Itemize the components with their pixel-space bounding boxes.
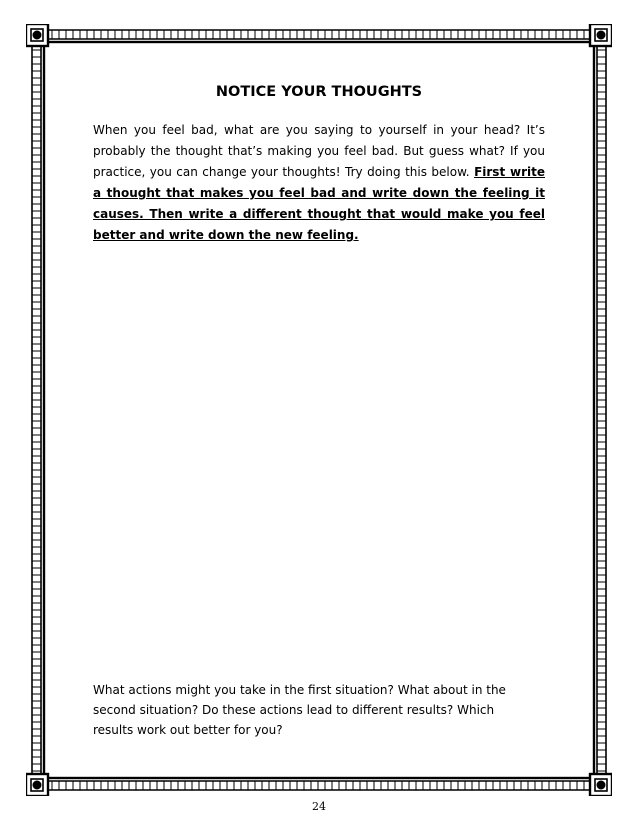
corner-ornament-icon bbox=[590, 774, 612, 796]
corner-ornament-icon bbox=[26, 24, 48, 46]
instruction-text: First write a thought that makes you feel bad and write down the feeling it causes. Then write a different thought that would make you feel better and write down the new feeling. bbox=[93, 165, 545, 242]
intro-paragraph bbox=[93, 120, 545, 246]
closing-paragraph: What actions might you take in the first situation? What about in the second situation? Do these actions lead to different results? Which results work out better for you? bbox=[93, 683, 506, 737]
corner-ornament-icon bbox=[590, 24, 612, 46]
page-number: 24 bbox=[312, 800, 326, 813]
intro-text: When you feel bad, what are you saying to yourself in your head? It’s probably the thought that’s making you feel bad. But guess what? If you practice, you can change your thoughts! Try doing this below. bbox=[93, 123, 545, 179]
page-title: NOTICE YOUR THOUGHTS bbox=[215, 84, 423, 100]
corner-ornament-icon bbox=[26, 774, 48, 796]
